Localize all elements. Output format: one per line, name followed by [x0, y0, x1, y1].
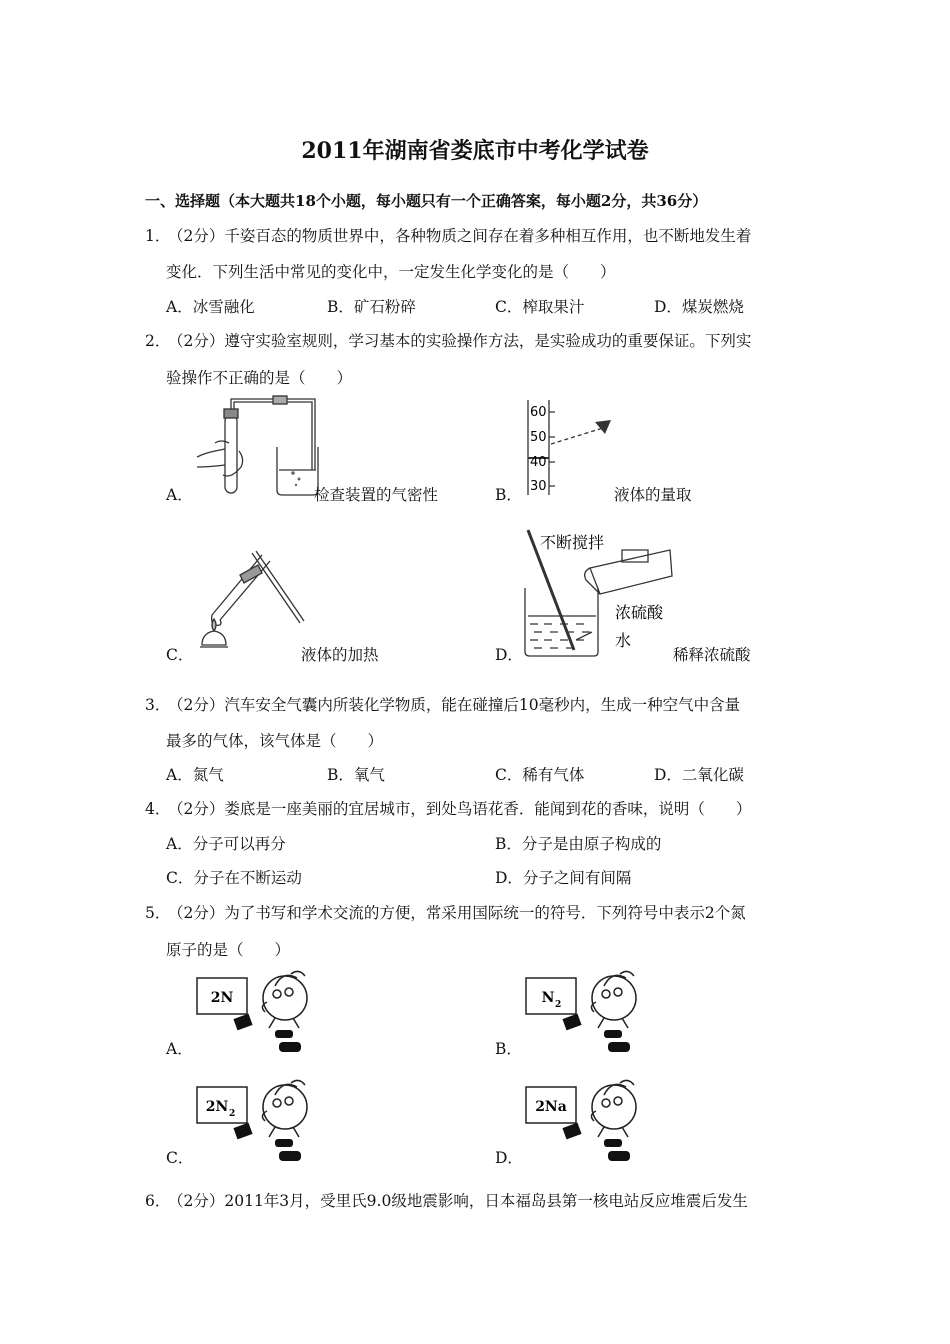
sign-subscript: 2: [229, 1109, 236, 1119]
option-a[interactable]: A．氮气: [166, 766, 224, 784]
question-text: 验操作不正确的是（ ）: [166, 369, 353, 387]
question-text: （2分）娄底是一座美丽的宜居城市，到处鸟语花香．能闻到花的香味，说明（ ）: [168, 800, 752, 818]
cartoon-sign-figure: [195, 1077, 315, 1162]
question-number: 5．: [145, 904, 171, 922]
question-number: 3．: [145, 696, 171, 714]
question-text: （2分）2011年3月，受里氏9.0级地震影响，日本福岛县第一核电站反应堆震后发生: [168, 1192, 748, 1210]
dilute-acid-figure: [520, 528, 680, 663]
option-b[interactable]: B．矿石粉碎: [327, 298, 416, 316]
acid-label: 浓硫酸: [615, 603, 664, 622]
figure-caption: 稀释浓硫酸: [673, 646, 751, 664]
section-heading: 一、选择题（本大题共18个小题，每小题只有一个正确答案，每小题2分，共36分）: [145, 192, 708, 210]
question-text: 原子的是（ ）: [166, 941, 291, 959]
sign-text: N: [541, 990, 555, 1006]
option-b[interactable]: B．: [495, 486, 522, 504]
cylinder-tick-label: 40: [530, 455, 547, 470]
page-title: 2011年湖南省娄底市中考化学试卷: [301, 138, 649, 164]
question-number: 1．: [145, 227, 171, 245]
cylinder-tick-label: 30: [530, 479, 547, 494]
liquid-heating-figure: [192, 545, 307, 660]
cartoon-sign-figure: [524, 1077, 644, 1162]
sign-text: 2N: [205, 1099, 229, 1115]
measuring-cylinder-figure: [525, 400, 620, 500]
option-d[interactable]: D．分子之间有间隔: [495, 869, 632, 887]
question-text: （2分）汽车安全气囊内所装化学物质，能在碰撞后10毫秒内，生成一种空气中含量: [168, 696, 741, 714]
figure-caption: 液体的加热: [301, 646, 379, 664]
question-text: 最多的气体，该气体是（ ）: [166, 732, 384, 750]
question-text: （2分）为了书写和学术交流的方便，常采用国际统一的符号．下列符号中表示2个氮: [168, 904, 746, 922]
sign-text: 2Na: [535, 1099, 567, 1115]
sign-text: 2N: [210, 990, 234, 1006]
airtightness-check-figure: [195, 395, 320, 505]
option-d[interactable]: D．二氧化碳: [654, 766, 744, 784]
option-d[interactable]: D．: [495, 646, 523, 664]
cartoon-sign-figure: [524, 968, 644, 1053]
option-c[interactable]: C．: [166, 1149, 194, 1167]
cylinder-tick-label: 50: [530, 430, 547, 445]
option-a[interactable]: A．: [166, 1040, 193, 1058]
option-a[interactable]: A．冰雪融化: [166, 298, 255, 316]
option-d[interactable]: D．: [495, 1149, 523, 1167]
cylinder-tick-label: 60: [530, 405, 547, 420]
option-a[interactable]: A．: [166, 486, 193, 504]
figure-caption: 检查装置的气密性: [314, 486, 439, 504]
question-number: 4．: [145, 800, 171, 818]
question-number: 2．: [145, 332, 171, 350]
question-text: 变化．下列生活中常见的变化中，一定发生化学变化的是（ ）: [166, 263, 616, 281]
option-b[interactable]: B．分子是由原子构成的: [495, 835, 662, 853]
option-b[interactable]: B．: [495, 1040, 522, 1058]
question-text: （2分）遵守实验室规则，学习基本的实验操作方法，是实验成功的重要保证。下列实: [168, 332, 752, 350]
option-c[interactable]: C．榨取果汁: [495, 298, 585, 316]
option-c[interactable]: C．: [166, 646, 194, 664]
option-c[interactable]: C．稀有气体: [495, 766, 585, 784]
sign-subscript: 2: [555, 1000, 562, 1010]
option-c[interactable]: C．分子在不断运动: [166, 869, 302, 887]
option-a[interactable]: A．分子可以再分: [166, 835, 286, 853]
question-number: 6．: [145, 1192, 171, 1210]
figure-caption: 液体的量取: [614, 486, 692, 504]
cartoon-sign-figure: [195, 968, 315, 1053]
stir-label: 不断搅拌: [540, 533, 605, 552]
option-d[interactable]: D．煤炭燃烧: [654, 298, 744, 316]
water-label: 水: [615, 631, 632, 650]
option-b[interactable]: B．氧气: [327, 766, 385, 784]
question-text: （2分）千姿百态的物质世界中，各种物质之间存在着多种相互作用，也不断地发生着: [168, 227, 752, 245]
